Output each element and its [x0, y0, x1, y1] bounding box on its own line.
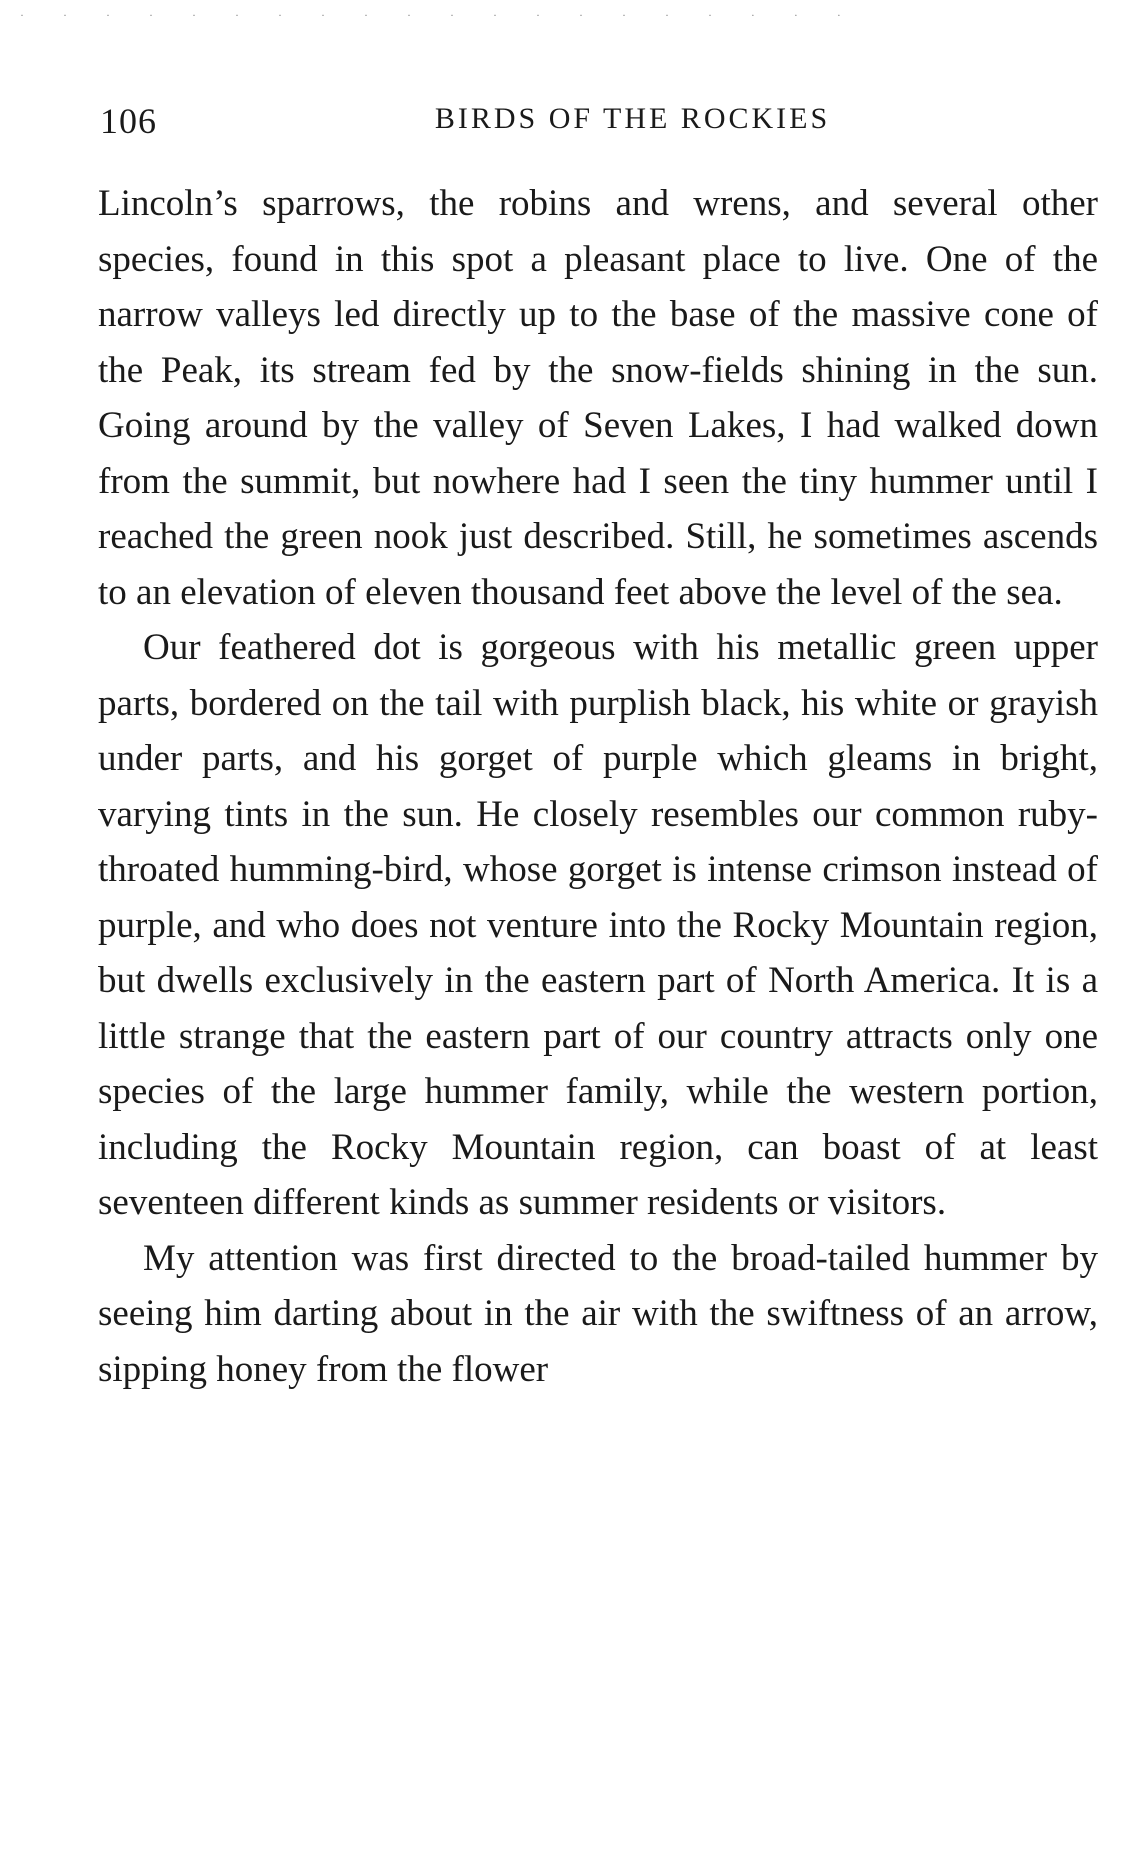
page-number: 106 [100, 101, 157, 141]
body-text [98, 176, 1098, 1397]
running-title: BIRDS OF THE ROCKIES [434, 102, 831, 135]
show-through-specks: · · · · · · · · · · · · · · · · · · · · [20, 8, 859, 22]
running-head [100, 100, 1095, 144]
paragraph-1: Lincoln’s sparrows, the robins and wrens, and several other species, found in this spot a pleasant place to live. One of the narrow valleys led directly up to the base of the massive cone of the Peak, its stream fed by the snow-fields shining in the sun. Going around by the valley of Seven Lakes, I had walked down from the summit, but nowhere had I seen the tiny hummer until I reached the green nook just described. Still, he sometimes ascends to an elevation of eleven thousand feet above the level of the sea. [98, 183, 1098, 613]
paragraph-3: My attention was first directed to the broad-tailed hummer by seeing him darting about in the air with the swiftness of an arrow, sipping honey from the flower [98, 1237, 1098, 1390]
paragraph-2: Our feathered dot is gorgeous with his metallic green upper parts, bordered on the tail with purplish black, his white or grayish under parts, and his gorget of purple which gleams in bright, varying tints in the sun. He closely resembles our common ruby-throated humming-bird, whose gorget is intense crimson instead of purple, and who does not venture into the Rocky Mountain region, but dwells exclusively in the eastern part of North America. It is a little strange that the eastern part of our country attracts only one species of the large hummer family, while the western portion, including the Rocky Mountain region, can boast of at least seventeen different kinds as summer residents or visitors. [98, 627, 1098, 1223]
